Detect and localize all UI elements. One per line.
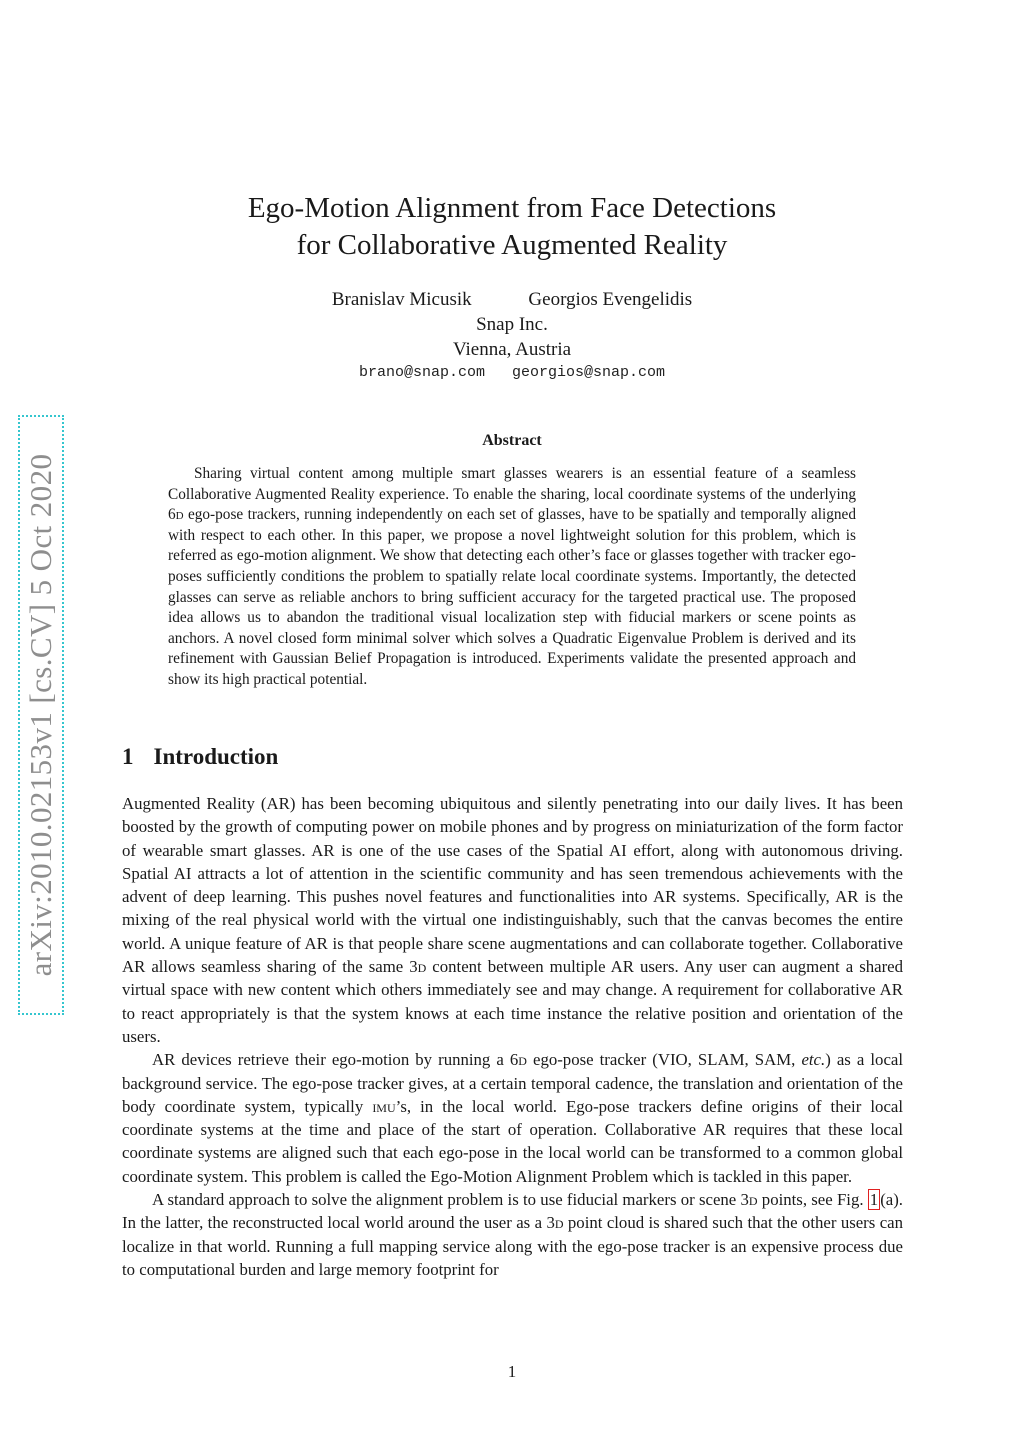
arxiv-stamp: arXiv:2010.02153v1 [cs.CV] 5 Oct 2020 [18,415,64,1015]
abstract-6d: 6d [168,506,184,524]
affiliation: Snap Inc. [476,314,548,335]
title-line-1: Ego-Motion Alignment from Face Detections [247,192,777,224]
paper-title [0,190,1024,264]
title-line-2: for Collaborative Augmented Reality [296,229,728,261]
section-title: Introduction [153,744,279,769]
paragraph-2 [122,1048,903,1188]
paragraph-text: ’s, in the local world. Ego-pose trackers define origins of their local coordinate systems at the time and place of the start of operation. Collaborative AR requires that these local coordinate systems are aligned such that each ego-pose in the local world can be transformed to a common global coordinate system. This problem is called the Ego-Motion Alignment Problem which is tackled in this paper. [122,1096,904,1186]
email-line [0,363,1024,383]
figure-reference-link[interactable]: 1 [869,1190,879,1210]
paragraph-imu: imu [372,1096,396,1116]
email-2: georgios@snap.com [512,364,666,381]
author-block [0,287,1024,362]
paragraph-text: point cloud is shared such that the other users can localize in that world. Running a full mapping service along with the ego-pose tracker is an expensive process due to computational burden and large memory footprint for [122,1213,903,1279]
paragraph-3d: 3d [409,957,427,977]
abstract-text [168,464,856,691]
author-names [0,287,1024,312]
paragraph-text: (a). In the latter, the reconstructed local world around the user as a [122,1190,904,1233]
paragraph-3d: 3d [546,1213,564,1233]
paragraph-etc: etc. [801,1050,826,1070]
page-number: 1 [507,1362,517,1381]
section-number: 1 [122,744,134,769]
paragraph-text: Augmented Reality (AR) has been becoming ubiquitous and silently penetrating into our daily lives. It has been boosted by the growth of computing power on mobile phones and by progress on miniaturization of the form factor of wearable smart glasses. AR is one of the use cases of the Spatial AI effort, along with autonomous driving. Spatial AI attracts a lot of attention in the scientific community and has seen tremendous achievements with the advent of deep learning. This pushes novel features and functionalities into AR systems. Specifically, AR is the mixing of the real physical world with the virtual one indistinguishably, such that the canvas becomes the entire world. A unique feature of AR is that people share scene augmentations and can collaborate together. Collaborative AR allows seamless sharing of the same [122,794,903,977]
paragraph-3d: 3d [740,1190,758,1210]
abstract-text-part: Sharing virtual content among multiple smart glasses wearers is an essential feature of a seamless Collaborative Augmented Reality experience. To enable the sharing, local coordinate systems of the underlying [168,465,856,503]
section-heading [122,744,278,770]
abstract-text-part: ego-pose trackers, running independently on each set of glasses, have to be spatially and temporally aligned with respect to each other. In this paper, we propose a novel lightweight solution for this problem, which is referred as ego-motion alignment. We show that detecting each other’s face or glasses together with tracker ego-poses sufficiently conditions the problem to spatially relate local coordinate systems. Importantly, the detected glasses can serve as reliable anchors to bring sufficient accuracy for the targeted practical use. The proposed idea allows us to abandon the traditional visual localization step with fiducial markers or scene points as anchors. A novel closed form minimal solver which solves a Quadratic Eigenvalue Problem is derived and its refinement with Gaussian Belief Propagation is introduced. Experiments validate the presented approach and show its high practical potential. [168,506,856,688]
paragraph-text: content between multiple AR users. Any user can augment a shared virtual space with new content which others immediately see and may change. A requirement for collaborative AR to react appropriately is that the system knows at each time instance the relative position and orientation of the users. [122,957,903,1046]
paragraph-text: AR devices retrieve their ego-motion by running a [152,1050,510,1070]
paragraph-text: A standard approach to solve the alignment problem is to use fiducial markers or scene [152,1190,741,1210]
paragraph-text: points, see Fig. [757,1190,868,1210]
paragraph-1 [122,792,903,1048]
body-text [122,792,903,1281]
author-2: Georgios Evengelidis [528,289,693,310]
author-1: Branislav Micusik [331,289,472,310]
paragraph-6d: 6d [509,1050,527,1070]
email-1: brano@snap.com [358,364,485,381]
paragraph-text: ) as a local background service. The ego-pose tracker gives, at a certain temporal cadence, the translation and orientation of the body coordinate system, typically [122,1050,904,1116]
paragraph-text: ego-pose tracker (VIO, SLAM, SAM, [526,1050,802,1070]
location: Vienna, Austria [452,339,572,360]
paragraph-3 [122,1188,903,1281]
abstract-heading: Abstract [482,432,542,449]
